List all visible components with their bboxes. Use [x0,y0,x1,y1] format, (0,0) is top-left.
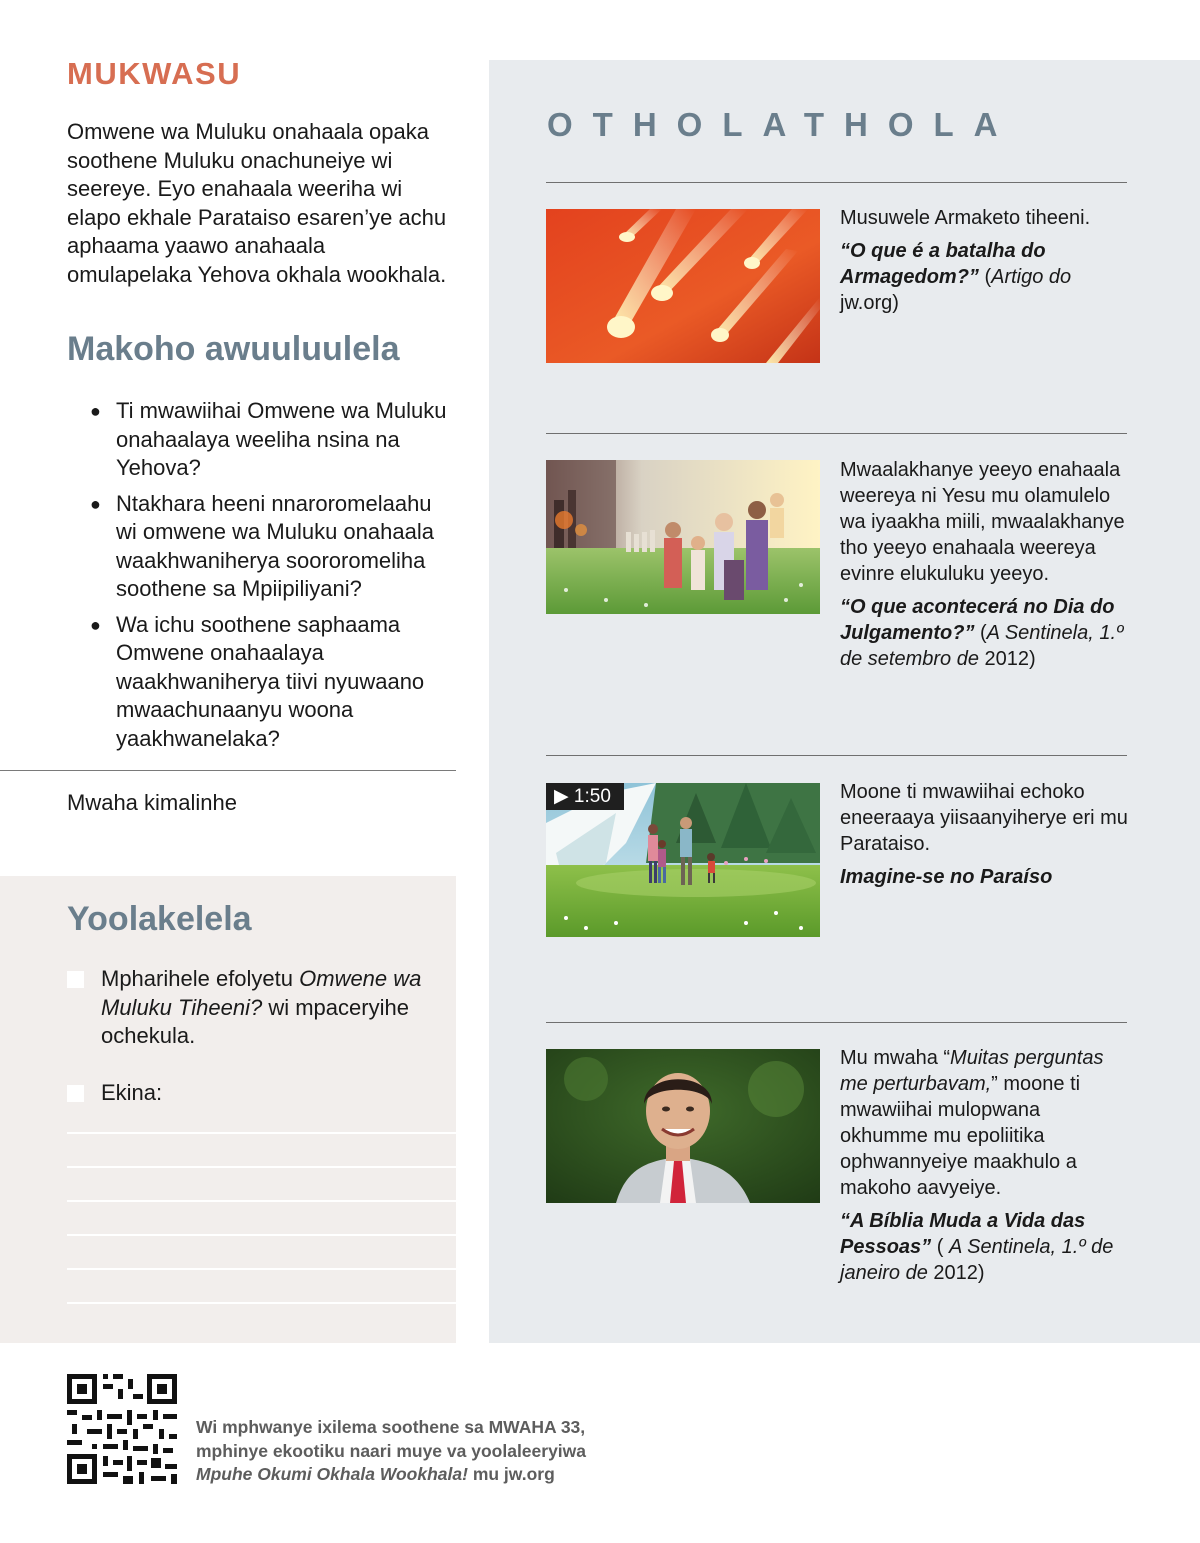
review-question-text: Wa ichu soothene saphaama Omwene onahaalaya waakhwaniherya tiivi nyuwaano mwaachunaanyu woona yaakhwanelaka? [116,611,425,751]
footer-note: Wi mphwanye ixilema soothene sa MWAHA 33, mphinye ekootiku naari muye va yoolaleeryiwa Mpuhe Okumi Okhala Wookhala! mu jw.org [196,1417,587,1484]
play-icon: ▶ [554,786,569,807]
review-question-text: Ntakhara heeni nnaroromelaahu wi omwene wa Muluku onahaala waakhwaniherya soororomeliha soothene sa Mpiipiliyani? [116,490,434,601]
resource-item [840,457,1130,672]
item-divider [546,755,1127,756]
item-divider [546,182,1127,183]
goal-item [67,965,427,1051]
review-title: Makoho awuuluulela [67,330,400,368]
resource-reference[interactable]: “A Bíblia Muda a Vida das Pessoas” ( A Sentinela, 1.º de janeiro de 2012) [840,1210,1114,1284]
resource-description: Mwaalakhanye yeeyo enahaala weereya ni Yesu mu olamulelo wa iyaakha miili, mwaalakhanye tho yeeyo enahaala weereya evinre elukuluku yeeyo. [840,459,1125,585]
review-question-text: Ti mwawiihai Omwene wa Muluku onahaalaya weeliha nsina na Yehova? [116,398,447,480]
goal-item [67,1079,427,1108]
review-question [90,611,456,754]
goals-panel [0,876,456,1343]
goal-checkbox[interactable] [67,971,84,988]
video-thumbnail[interactable] [546,783,820,937]
summary-text: Omwene wa Muluku onahaala opaka soothene Muluku onachuneiye wi seereye. Eyo enahaala weeriha wi elapo ekhale Parataiso esaren’ye achu aphaama yaawo anahaala omulapelaka Yehova okhala wookhala. [67,119,447,287]
video-duration: 1:50 [573,786,611,807]
resource-reference[interactable]: Imagine-se no Paraíso [840,866,1053,888]
item-divider [546,1022,1127,1023]
writing-line[interactable] [67,1302,456,1304]
resource-reference[interactable]: “O que é a batalha do Armagedom?” (Artigo do jw.org) [840,240,1072,314]
video-duration-badge [546,783,624,810]
goal-other-label: Ekina: [101,1080,163,1105]
resource-description: Moone ti mwawiihai echoko eneeraaya yiisaanyiherye eri mu Parataiso. [840,781,1128,855]
bullet-icon: ● [90,614,101,635]
writing-line[interactable] [67,1132,456,1134]
bullet-icon: ● [90,493,101,514]
meteor-image[interactable] [546,209,820,363]
writing-line[interactable] [67,1166,456,1168]
bullet-icon: ● [90,401,101,421]
writing-line[interactable] [67,1234,456,1236]
resource-item [840,779,1130,890]
discover-panel [489,60,1200,1343]
section-divider [0,770,456,771]
summary-title: MUKWASU [67,56,242,91]
discover-title: OTHOLATHOLA [547,106,1018,143]
goal-text: Mpharihele efolyetu Omwene wa Muluku Tiheeni? wi mpaceryihe ochekula. [101,966,422,1048]
resource-item [840,205,1130,316]
man-portrait-image[interactable] [546,1049,820,1203]
writing-line[interactable] [67,1268,456,1270]
review-questions-list [90,397,456,760]
resource-item [840,1045,1130,1286]
qr-code-icon[interactable] [67,1374,177,1484]
writing-line[interactable] [67,1200,456,1202]
item-divider [546,433,1127,434]
lesson-completed-label: Mwaha kimalinhe [67,790,237,815]
resource-description: Mu mwaha “Muitas perguntas me perturbavam,” moone ti mwawiihai mulopwana okhumme mu epoliitika ophwannyeiye maakhulo a makoho aavyeiye. [840,1047,1104,1199]
goals-title: Yoolakelela [67,900,252,938]
review-question [90,490,456,604]
resource-reference[interactable]: “O que acontecerá no Dia do Julgamento?” (A Sentinela, 1.º de setembro de 2012) [840,596,1124,670]
goal-checkbox[interactable] [67,1085,84,1102]
review-question [90,397,456,483]
resurrection-image[interactable] [546,460,820,614]
resource-description: Musuwele Armaketo tiheeni. [840,207,1091,229]
